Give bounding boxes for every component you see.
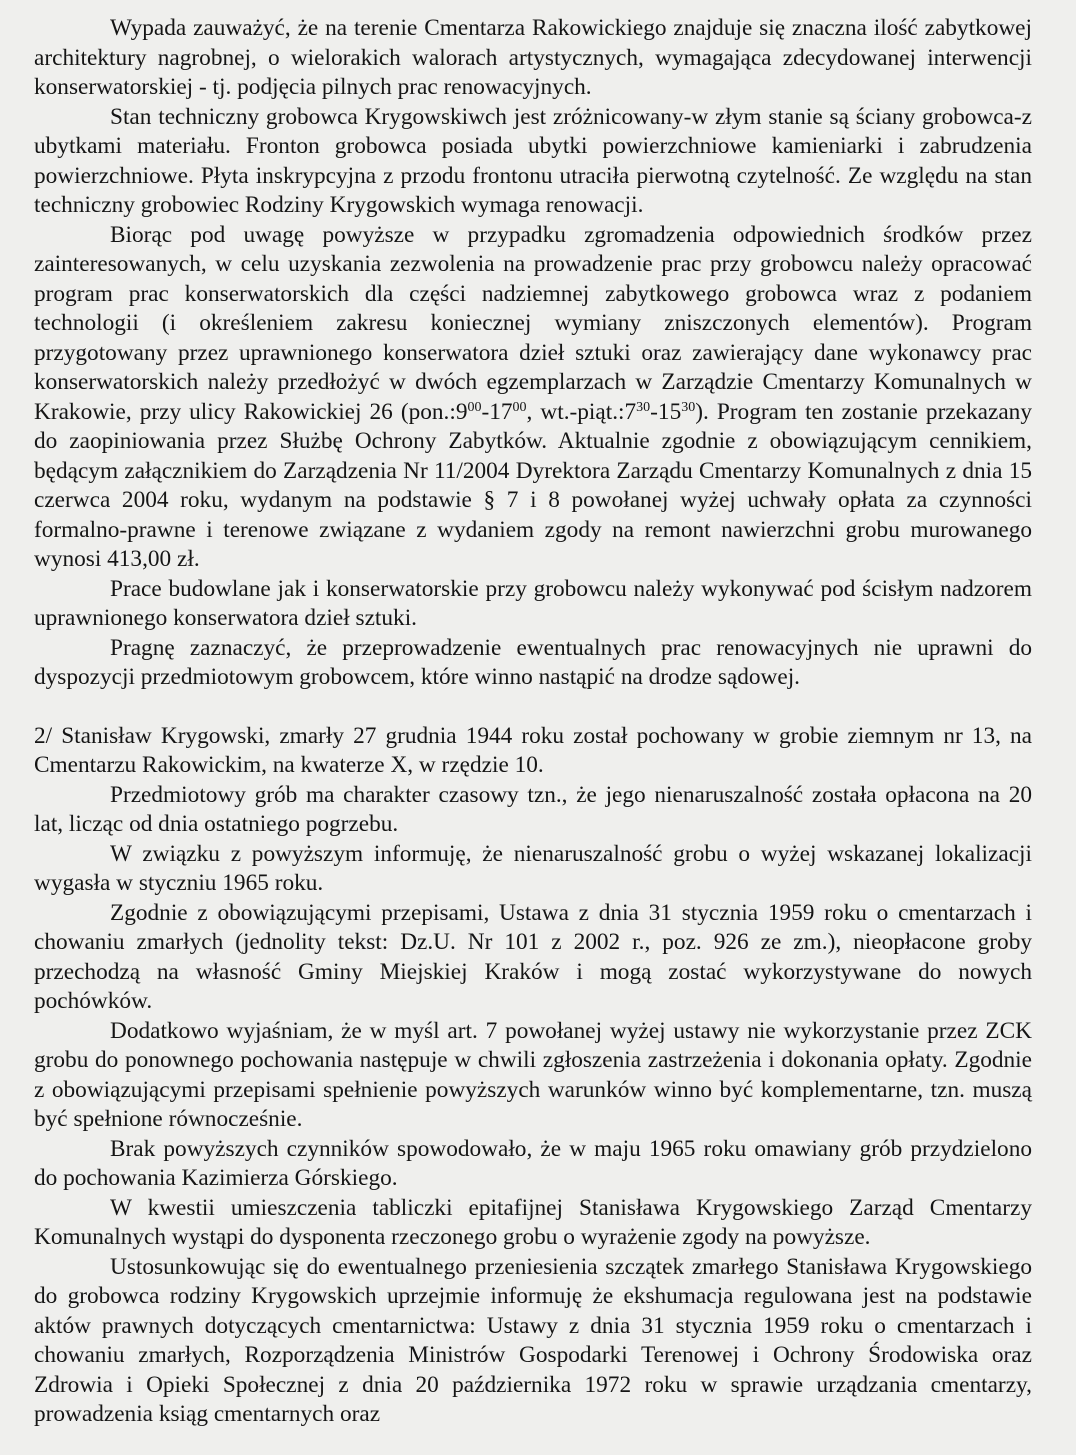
superscript: 00	[512, 399, 527, 415]
paragraph-8: W związku z powyższym informuję, że nienaruszalność grobu o wyżej wskazanej lokalizacji wygasła w styczniu 1965 roku.	[34, 840, 1032, 896]
paragraph-3-part-4: -15	[650, 398, 682, 425]
paragraph-3-part-3: , wt.-piąt.:7	[526, 398, 637, 425]
paragraph-4: Prace budowlane jak i konserwatorskie przy grobowcu należy wykonywać pod ścisłym nadzorem uprawnionego konserwatora dzieł sztuki.	[34, 575, 1032, 631]
superscript: 00	[467, 399, 482, 415]
paragraph-11: Brak powyższych czynników spowodowało, że w maju 1965 roku omawiany grób przydzielono do pochowania Kazimierza Górskiego.	[34, 1135, 1032, 1191]
superscript: 30	[681, 399, 696, 415]
paragraph-9: Zgodnie z obowiązującymi przepisami, Ustawa z dnia 31 stycznia 1959 roku o cmentarzach i chowaniu zmarłych (jednolity tekst: Dz.U. Nr 101 z 2002 r., poz. 926 ze zm.), nieopłacone groby przechodzą na własność Gminy Miejskiej Kraków i mogą zostać wykorzystywane do nowych pochówków.	[34, 899, 1032, 1014]
paragraph-3	[34, 221, 1032, 575]
paragraph-2: Stan techniczny grobowca Krygowskiwch jest zróżnicowany-w złym stanie są ściany grobowca-z ubytkami materiału. Fronton grobowca posiada ubytki powierzchniowe kamieniarki i zabrudzenia powierzchniowe. Płyta inskrypcyjna z przodu frontonu utraciła pierwotną czytelność. Ze względu na stan techniczny grobowiec Rodziny Krygowskich wymaga renowacji.	[34, 103, 1032, 218]
paragraph-13: Ustosunkowując się do ewentualnego przeniesienia szczątek zmarłego Stanisława Krygowskiego do grobowca rodziny Krygowskich uprzejmie informuję że ekshumacja regulowana jest na podstawie aktów prawnych dotyczących cmentarnictwa: Ustawy z dnia 31 stycznia 1959 roku o cmentarzach i chowaniu zmarłych, Rozporządzenia Ministrów Gospodarki Terenowej i Ochrony Środowiska oraz Zdrowia i Opieki Społecznej z dnia 20 października 1972 roku w sprawie urządzania cmentarzy, prowadzenia ksiąg cmentarnych oraz	[34, 1253, 1032, 1427]
paragraph-3-part-2: -17	[481, 398, 513, 425]
paragraph-1: Wypada zauważyć, że na terenie Cmentarza Rakowickiego znajduje się znaczna ilość zabytkowej architektury nagrobnej, o wielorakich walorach artystycznych, wymagająca zdecydowanej interwencji konserwatorskiej - tj. podjęcia pilnych prac renowacyjnych.	[34, 15, 1032, 100]
paragraph-12: W kwestii umieszczenia tabliczki epitafijnej Stanisława Krygowskiego Zarząd Cmentarzy Komunalnych wystąpi do dysponenta rzeczonego grobu o wyrażenie zgody na powyższe.	[34, 1194, 1032, 1250]
letter-body	[34, 14, 1032, 1430]
paragraph-10: Dodatkowo wyjaśniam, że w myśl art. 7 powołanej wyżej ustawy nie wykorzystanie przez ZCK grobu do ponownego pochowania następuje w chwili zgłoszenia zastrzeżenia i dokonania opłaty. Zgodnie z obowiązującymi przepisami spełnienie powyższych warunków winno być komplementarne, tzn. muszą być spełnione równocześnie.	[34, 1017, 1032, 1132]
paragraph-7: Przedmiotowy grób ma charakter czasowy tzn., że jego nienaruszalność została opłacona na 20 lat, licząc od dnia ostatniego pogrzebu.	[34, 781, 1032, 837]
paragraph-3-part-5: ). Program ten zostanie przekazany do zaopiniowania przez Służbę Ochrony Zabytków. Aktualnie zgodnie z obowiązującym cennikiem, będącym załącznikiem do Zarządzenia Nr 11/2004 Dyrektora Zarządu Cmentarzy Komunalnych z dnia 15 czerwca 2004 roku, wydanym na podstawie § 7 i 8 powołanej wyżej uchwały opłata za czynności formalno-prawne i terenowe związane z wydaniem zgody na remont nawierzchni grobu murowanego wynosi 413,00 zł.	[34, 398, 1032, 572]
paragraph-6: 2/ Stanisław Krygowski, zmarły 27 grudnia 1944 roku został pochowany w grobie ziemnym nr 13, na Cmentarzu Rakowickim, na kwaterze X, w rzędzie 10.	[34, 722, 1032, 778]
paragraph-3-part-1: Biorąc pod uwagę powyższe w przypadku zgromadzenia odpowiednich środków przez zainteresowanych, w celu uzyskania zezwolenia na prowadzenie prac przy grobowcu należy opracować program prac konserwatorskich dla części nadziemnej zabytkowego grobowca wraz z podaniem technologii (i określeniem zakresu koniecznej wymiany zniszczonych elementów). Program przygotowany przez uprawnionego konserwatora dzieł sztuki oraz zawierający dane wykonawcy prac konserwatorskich należy przedłożyć w dwóch egzemplarzach w Zarządzie Cmentarzy Komunalnych w Krakowie, przy ulicy Rakowickiej 26 (pon.:9	[34, 221, 1032, 425]
paragraph-5: Pragnę zaznaczyć, że przeprowadzenie ewentualnych prac renowacyjnych nie uprawni do dyspozycji przedmiotowym grobowcem, które winno nastąpić na drodze sądowej.	[34, 634, 1032, 690]
superscript: 30	[636, 399, 651, 415]
